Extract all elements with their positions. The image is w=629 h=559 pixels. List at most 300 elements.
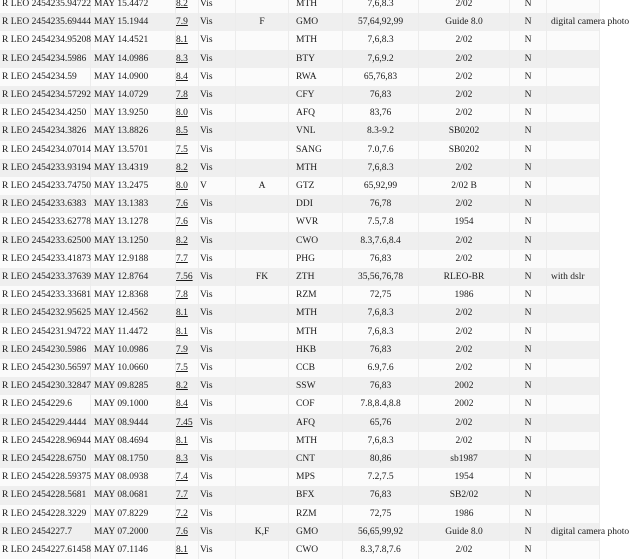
magnitude-cell [176,395,199,413]
star-cell [0,159,91,177]
observer-code-cell: WVR [289,213,343,231]
comparison-stars-cell: 56,65,99,92 [343,523,419,541]
chart-cell: 2/02 [419,341,510,359]
transformed-cell: N [510,377,547,395]
date-cell: MAY 13.4319 [91,159,176,177]
table-row [0,359,600,377]
comparison-stars-cell: 72,75 [343,286,419,304]
band-cell: Vis [199,359,236,377]
chart-cell: 2/02 [419,414,510,432]
transformed-cell: N [510,177,547,195]
date-cell: MAY 14.0729 [91,86,176,104]
table-row [0,232,600,250]
table-row [0,323,600,341]
transformed-cell: N [510,341,547,359]
magnitude-cell [176,541,199,559]
star-cell [0,68,91,86]
comparison-stars-cell: 76,83 [343,486,419,504]
magnitude-cell [176,250,199,268]
chart-cell: 2/02 [419,323,510,341]
star-name: R LEO [2,344,30,355]
julian-date: 2454229.4444 [31,417,87,428]
star-cell [0,468,91,486]
observer-code-cell: VNL [289,122,343,140]
magnitude-link[interactable]: 8.5 [176,126,188,137]
table-row [0,50,600,68]
chart-cell: 1986 [419,505,510,523]
julian-date: 2454228.59375 [31,472,91,483]
transformed-cell: N [510,523,547,541]
comparison-stars-cell: 7.2,7.5 [343,468,419,486]
transformed-cell: N [510,250,547,268]
magnitude-link[interactable]: 8.1 [176,326,188,337]
observer-code-cell: MTH [289,323,343,341]
comment-cell [547,432,600,450]
star-name: R LEO [2,235,30,246]
date-cell: MAY 14.4521 [91,31,176,49]
observer-code-cell: MTH [289,0,343,13]
magnitude-link[interactable]: 8.1 [176,435,188,446]
magnitude-cell [176,304,199,322]
observer-code-cell: SSW [289,377,343,395]
transformed-cell: N [510,468,547,486]
transformed-cell: N [510,432,547,450]
comment-cell [547,104,600,122]
chart-cell: 2/02 [419,432,510,450]
magnitude-link[interactable]: 8.4 [176,399,188,410]
star-cell [0,395,91,413]
magnitude-link[interactable]: 7.5 [176,363,188,374]
observer-code-cell: PHG [289,250,343,268]
band-cell: Vis [199,86,236,104]
band-cell: Vis [199,523,236,541]
julian-date: 2454228.5681 [31,490,87,501]
magnitude-cell [176,13,199,31]
magnitude-cell [176,323,199,341]
julian-date: 2454227.7 [31,526,72,537]
flag-cell [236,432,289,450]
star-cell [0,213,91,231]
magnitude-cell [176,450,199,468]
band-cell: Vis [199,486,236,504]
observer-code-cell: COF [289,395,343,413]
transformed-cell: N [510,486,547,504]
star-name: R LEO [2,526,30,537]
flag-cell [236,377,289,395]
flag-cell [236,414,289,432]
flag-cell [236,505,289,523]
table-row [0,159,600,177]
star-name: R LEO [2,363,30,374]
table-row [0,13,600,31]
band-cell: Vis [199,104,236,122]
flag-cell [236,232,289,250]
transformed-cell: N [510,323,547,341]
date-cell: MAY 08.0681 [91,486,176,504]
magnitude-cell [176,0,199,13]
date-cell: MAY 08.1750 [91,450,176,468]
julian-date: 2454227.61458 [31,545,91,556]
observer-code-cell: CNT [289,450,343,468]
chart-cell: 2/02 [419,195,510,213]
observer-code-cell: MTH [289,304,343,322]
magnitude-link[interactable]: 7.8 [176,90,188,101]
julian-date: 2454233.33681 [31,290,91,301]
comparison-stars-cell: 65,92,99 [343,177,419,195]
flag-cell [236,323,289,341]
comparison-stars-cell: 7.0,7.6 [343,141,419,159]
comparison-stars-cell: 7,6,8.3 [343,304,419,322]
table-row [0,195,600,213]
table-row [0,177,600,195]
star-name: R LEO [2,326,30,337]
comparison-stars-cell: 76,83 [343,250,419,268]
band-cell: Vis [199,450,236,468]
star-name: R LEO [2,381,30,392]
table-row [0,68,600,86]
magnitude-link[interactable]: 7.6 [176,199,188,210]
flag-cell [236,541,289,559]
band-cell: Vis [199,213,236,231]
observer-code-cell: CWO [289,232,343,250]
magnitude-cell [176,432,199,450]
star-cell [0,232,91,250]
flag-cell [236,104,289,122]
table-row [0,86,600,104]
band-cell: Vis [199,13,236,31]
comment-cell [547,486,600,504]
band-cell: Vis [199,505,236,523]
magnitude-link[interactable]: 7.4 [176,472,188,483]
table-row [0,523,600,541]
star-name: R LEO [2,0,30,9]
comment-cell [547,323,600,341]
band-cell: Vis [199,141,236,159]
magnitude-link[interactable]: 7.8 [176,290,188,301]
magnitude-link[interactable]: 8.2 [176,235,188,246]
julian-date: 2454233.37639 [31,272,91,283]
magnitude-link[interactable]: 7.6 [176,526,188,537]
transformed-cell: N [510,359,547,377]
star-cell [0,195,91,213]
chart-cell: 2/02 [419,359,510,377]
star-name: R LEO [2,308,30,319]
magnitude-link[interactable]: 7.6 [176,217,188,228]
magnitude-link[interactable]: 8.1 [176,35,188,46]
julian-date: 2454234.95208 [31,35,91,46]
observer-code-cell: GMO [289,523,343,541]
table-row [0,377,600,395]
transformed-cell: N [510,450,547,468]
magnitude-cell [176,505,199,523]
observer-code-cell: SANG [289,141,343,159]
comment-cell [547,250,600,268]
julian-date: 2454233.62500 [31,235,91,246]
comment-cell [547,304,600,322]
star-cell [0,177,91,195]
star-cell [0,541,91,559]
observer-code-cell: RZM [289,505,343,523]
date-cell: MAY 11.4472 [91,323,176,341]
flag-cell [236,468,289,486]
comparison-stars-cell: 80,86 [343,450,419,468]
flag-cell [236,250,289,268]
comparison-stars-cell: 57,64,92,99 [343,13,419,31]
star-name: R LEO [2,35,30,46]
date-cell: MAY 09.8285 [91,377,176,395]
chart-cell: 1986 [419,286,510,304]
chart-cell: Guide 8.0 [419,523,510,541]
star-cell [0,377,91,395]
comment-cell [547,377,600,395]
comment-cell [547,68,600,86]
date-cell: MAY 10.0986 [91,341,176,359]
chart-cell: 1954 [419,468,510,486]
comment-cell [547,213,600,231]
magnitude-cell [176,122,199,140]
chart-cell: 2/02 [419,104,510,122]
chart-cell: 2/02 [419,250,510,268]
julian-date: 2454234.57292 [31,90,91,101]
flag-cell: F [236,13,289,31]
date-cell: MAY 12.8764 [91,268,176,286]
magnitude-link[interactable]: 7.9 [176,344,188,355]
star-name: R LEO [2,17,30,28]
band-cell: Vis [199,31,236,49]
table-row [0,104,600,122]
comment-cell [547,286,600,304]
chart-cell: 2/02 [419,541,510,559]
comment-cell: digital camera photo [547,13,600,31]
chart-cell: 2002 [419,395,510,413]
star-name: R LEO [2,217,30,228]
flag-cell [236,304,289,322]
transformed-cell: N [510,268,547,286]
band-cell: Vis [199,341,236,359]
magnitude-link[interactable]: 8.1 [176,308,188,319]
date-cell: MAY 12.8368 [91,286,176,304]
julian-date: 2454229.6 [31,399,72,410]
observer-code-cell: RWA [289,68,343,86]
transformed-cell: N [510,68,547,86]
magnitude-link[interactable]: 7.7 [176,253,188,264]
date-cell: MAY 14.0986 [91,50,176,68]
band-cell: Vis [199,159,236,177]
chart-cell: 1954 [419,213,510,231]
flag-cell [236,68,289,86]
comment-cell [547,505,600,523]
date-cell: MAY 12.4562 [91,304,176,322]
comparison-stars-cell: 6.9,7.6 [343,359,419,377]
magnitude-link[interactable]: 8.0 [176,108,188,119]
flag-cell [236,50,289,68]
date-cell: MAY 07.1146 [91,541,176,559]
chart-cell: SB0202 [419,122,510,140]
band-cell: Vis [199,304,236,322]
magnitude-link[interactable]: 7.9 [176,17,188,28]
table-row [0,414,600,432]
observer-code-cell: DDI [289,195,343,213]
flag-cell [236,122,289,140]
band-cell: Vis [199,286,236,304]
magnitude-cell [176,523,199,541]
star-cell [0,432,91,450]
observer-code-cell: AFQ [289,414,343,432]
star-name: R LEO [2,181,30,192]
transformed-cell: N [510,232,547,250]
star-cell [0,86,91,104]
star-cell [0,122,91,140]
comment-cell [547,450,600,468]
magnitude-link[interactable]: 7.5 [176,144,188,155]
julian-date: 2454234.4250 [31,108,87,119]
magnitude-link[interactable]: 8.3 [176,454,188,465]
magnitude-cell [176,50,199,68]
chart-cell: RLEO-BR [419,268,510,286]
band-cell: V [199,177,236,195]
table-row [0,505,600,523]
magnitude-cell [176,86,199,104]
observer-code-cell: BTY [289,50,343,68]
transformed-cell: N [510,86,547,104]
comment-cell: with dslr [547,268,600,286]
chart-cell: SB0202 [419,141,510,159]
chart-cell: 2/02 [419,68,510,86]
comment-cell [547,122,600,140]
star-name: R LEO [2,126,30,137]
table-row [0,250,600,268]
date-cell: MAY 13.1250 [91,232,176,250]
date-cell: MAY 13.9250 [91,104,176,122]
flag-cell [236,395,289,413]
magnitude-link[interactable]: 8.3 [176,53,188,64]
flag-cell [236,195,289,213]
band-cell: Vis [199,323,236,341]
comparison-stars-cell: 65,76,83 [343,68,419,86]
date-cell: MAY 13.1383 [91,195,176,213]
transformed-cell: N [510,304,547,322]
chart-cell: 2002 [419,377,510,395]
chart-cell: sb1987 [419,450,510,468]
chart-cell: 2/02 [419,232,510,250]
observer-code-cell: MTH [289,31,343,49]
comparison-stars-cell: 8.3,7.6,8.4 [343,232,419,250]
comparison-stars-cell: 76,83 [343,86,419,104]
magnitude-link[interactable]: 7.2 [176,508,188,519]
observer-code-cell: MTH [289,432,343,450]
date-cell: MAY 15.4472 [91,0,176,13]
comment-cell [547,141,600,159]
comment-cell [547,31,600,49]
comparison-stars-cell: 7.8,8.4,8.8 [343,395,419,413]
band-cell: Vis [199,377,236,395]
chart-cell: Guide 8.0 [419,13,510,31]
comment-cell [547,177,600,195]
magnitude-cell [176,213,199,231]
comparison-stars-cell: 72,75 [343,505,419,523]
julian-date: 2454228.96944 [31,435,91,446]
table-row [0,0,600,13]
star-name: R LEO [2,162,30,173]
magnitude-link[interactable]: 7.7 [176,490,188,501]
band-cell: Vis [199,232,236,250]
magnitude-link[interactable]: 7.56 [176,272,193,283]
magnitude-link[interactable]: 8.4 [176,71,188,82]
julian-date: 2454230.5986 [31,344,87,355]
star-name: R LEO [2,435,30,446]
comparison-stars-cell: 7.5,7.8 [343,213,419,231]
chart-cell: 2/02 B [419,177,510,195]
star-cell [0,523,91,541]
band-cell: Vis [199,268,236,286]
julian-date: 2454230.32847 [31,381,91,392]
star-name: R LEO [2,53,30,64]
date-cell: MAY 08.0938 [91,468,176,486]
star-cell [0,141,91,159]
table-row [0,450,600,468]
flag-cell [236,31,289,49]
transformed-cell: N [510,213,547,231]
observer-code-cell: MPS [289,468,343,486]
comment-cell [547,195,600,213]
transformed-cell: N [510,286,547,304]
comment-cell [547,359,600,377]
comparison-stars-cell: 7,6,8.3 [343,159,419,177]
star-cell [0,286,91,304]
star-cell [0,0,91,13]
magnitude-cell [176,141,199,159]
magnitude-link[interactable]: 8.2 [176,0,188,9]
flag-cell [236,0,289,13]
chart-cell: 2/02 [419,159,510,177]
date-cell: MAY 08.9444 [91,414,176,432]
comparison-stars-cell: 8.3,7.8,7.6 [343,541,419,559]
julian-date: 2454228.6750 [31,454,87,465]
table-row [0,541,600,559]
table-row [0,286,600,304]
julian-date: 2454235.94722 [31,0,91,9]
date-cell: MAY 09.1000 [91,395,176,413]
julian-date: 2454233.62778 [31,217,91,228]
transformed-cell: N [510,414,547,432]
magnitude-cell [176,159,199,177]
band-cell: Vis [199,468,236,486]
flag-cell [236,213,289,231]
flag-cell [236,450,289,468]
magnitude-cell [176,104,199,122]
flag-cell [236,286,289,304]
star-name: R LEO [2,454,30,465]
band-cell: Vis [199,395,236,413]
star-cell [0,323,91,341]
band-cell: Vis [199,50,236,68]
magnitude-link[interactable]: 8.1 [176,545,188,556]
comment-cell [547,541,600,559]
observer-code-cell: CFY [289,86,343,104]
magnitude-link[interactable]: 8.0 [176,181,188,192]
observer-code-cell: ZTH [289,268,343,286]
observer-code-cell: AFQ [289,104,343,122]
julian-date: 2454234.3826 [31,126,87,137]
magnitude-link[interactable]: 8.2 [176,162,188,173]
band-cell: Vis [199,432,236,450]
star-name: R LEO [2,71,30,82]
date-cell: MAY 13.5701 [91,141,176,159]
comparison-stars-cell: 7,6,8.3 [343,323,419,341]
magnitude-link[interactable]: 8.2 [176,381,188,392]
magnitude-link[interactable]: 7.45 [176,417,193,428]
band-cell: Vis [199,414,236,432]
